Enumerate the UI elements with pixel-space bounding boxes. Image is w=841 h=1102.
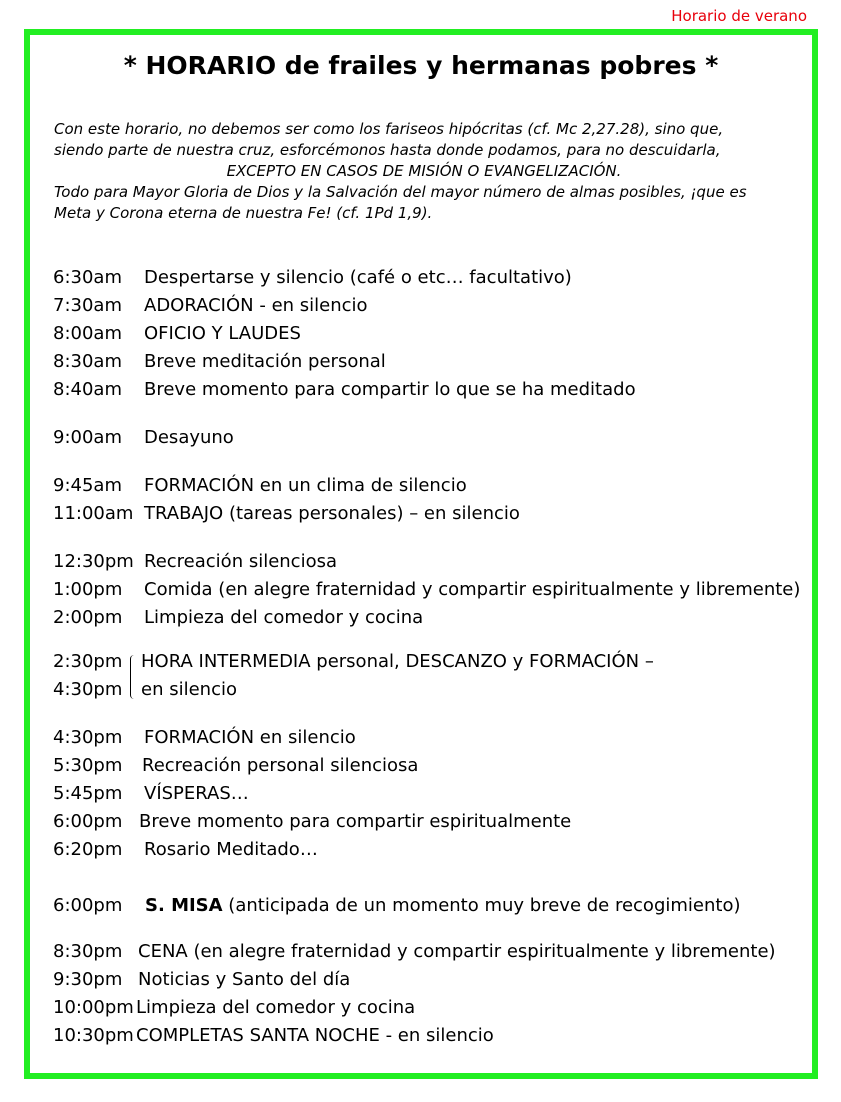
- schedule-time: 4:30pm: [53, 679, 123, 700]
- bracket-line: [130, 655, 139, 699]
- schedule-time: 2:00pm: [53, 607, 123, 628]
- schedule-row: [53, 379, 636, 400]
- schedule-activity: Recreación silenciosa: [144, 551, 337, 572]
- intro-line: Todo para Mayor Gloria de Dios y la Salvación del mayor número de almas posibles, ¡que es: [54, 183, 747, 201]
- schedule-row: [53, 295, 368, 316]
- schedule-time: 9:45am: [53, 475, 122, 496]
- schedule-activity: Despertarse y silencio (café o etc… facultativo): [144, 267, 572, 288]
- schedule-time: 4:30pm: [53, 727, 123, 748]
- schedule-activity: Limpieza del comedor y cocina: [136, 997, 416, 1018]
- schedule-row: [53, 579, 801, 600]
- schedule-row: [53, 475, 467, 496]
- schedule-activity: Breve momento para compartir lo que se ha meditado: [144, 379, 636, 400]
- schedule-time: 7:30am: [53, 295, 122, 316]
- intro-line: Meta y Corona eterna de nuestra Fe! (cf. 1Pd 1,9).: [54, 204, 433, 222]
- schedule-time: 6:00pm: [53, 811, 123, 832]
- schedule-activity: Breve momento para compartir espiritualmente: [139, 811, 572, 832]
- schedule-time: 10:30pm: [53, 1025, 134, 1046]
- schedule-row: [53, 607, 424, 628]
- schedule-activity: TRABAJO (tareas personales) – en silencio: [144, 503, 520, 524]
- schedule-row: [53, 783, 249, 804]
- schedule-time: 8:30pm: [53, 941, 123, 962]
- schedule-row: [53, 1025, 494, 1046]
- schedule-activity: FORMACIÓN en silencio: [144, 727, 356, 748]
- schedule-activity: Limpieza del comedor y cocina: [144, 607, 424, 628]
- schedule-time: 9:30pm: [53, 969, 123, 990]
- schedule-time: 5:30pm: [53, 755, 123, 776]
- page-title: * HORARIO de frailes y hermanas pobres *: [123, 51, 719, 80]
- schedule-row: [53, 997, 416, 1018]
- schedule-activity: FORMACIÓN en un clima de silencio: [144, 475, 467, 496]
- schedule-activity: Comida (en alegre fraternidad y compartir espiritualmente y libremente): [144, 579, 801, 600]
- schedule-row: [53, 969, 351, 990]
- schedule-time: 9:00am: [53, 427, 122, 448]
- intro-text: [54, 119, 794, 224]
- schedule-time: 5:45pm: [53, 783, 123, 804]
- schedule-time: 11:00am: [53, 503, 134, 524]
- schedule-row: [53, 839, 318, 860]
- summer-schedule-label: Horario de verano: [671, 7, 807, 25]
- intro-exception-line: EXCEPTO EN CASOS DE MISIÓN O EVANGELIZACIÓN.: [226, 162, 622, 180]
- schedule-time: 10:00pm: [53, 997, 134, 1018]
- schedule-row: [53, 727, 356, 748]
- schedule-time: 6:00pm: [53, 895, 123, 916]
- schedule-row: [53, 811, 572, 832]
- schedule-activity: VÍSPERAS…: [144, 783, 249, 804]
- schedule-time: 8:00am: [53, 323, 122, 344]
- schedule-row: [53, 503, 520, 524]
- schedule-row: [53, 323, 301, 344]
- schedule-time: 6:20pm: [53, 839, 123, 860]
- intro-line: siendo parte de nuestra cruz, esforcémonos hasta donde podamos, para no descuidarla,: [54, 141, 721, 159]
- schedule-activity: Recreación personal silenciosa: [142, 755, 419, 776]
- mass-description: (anticipada de un momento muy breve de recogimiento): [222, 895, 741, 916]
- schedule-row: [53, 895, 741, 916]
- schedule-activity: ADORACIÓN - en silencio: [144, 295, 368, 316]
- schedule-time: 8:40am: [53, 379, 122, 400]
- schedule-row: [53, 267, 572, 288]
- schedule-activity: Breve meditación personal: [144, 351, 386, 372]
- schedule-time: 2:30pm: [53, 651, 123, 672]
- schedule-activity: en silencio: [141, 679, 237, 700]
- schedule-row: [53, 755, 419, 776]
- schedule-frame: [24, 29, 818, 1079]
- schedule-row: [53, 427, 234, 448]
- schedule-row: [53, 351, 386, 372]
- schedule-activity: [145, 895, 740, 916]
- schedule-row: [53, 941, 776, 962]
- intro-line: Con este horario, no debemos ser como los fariseos hipócritas (cf. Mc 2,27.28), sino que,: [54, 120, 724, 138]
- schedule-activity: CENA (en alegre fraternidad y compartir espiritualmente y libremente): [138, 941, 776, 962]
- schedule-time: 12:30pm: [53, 551, 134, 572]
- mass-label: S. MISA: [145, 895, 223, 916]
- schedule-activity: Desayuno: [144, 427, 234, 448]
- schedule-activity: COMPLETAS SANTA NOCHE - en silencio: [136, 1025, 494, 1046]
- schedule-time: 8:30am: [53, 351, 122, 372]
- schedule-activity: HORA INTERMEDIA personal, DESCANZO y FORMACIÓN –: [141, 651, 654, 672]
- schedule-activity: OFICIO Y LAUDES: [144, 323, 301, 344]
- schedule-time: 6:30am: [53, 267, 122, 288]
- schedule-activity: Noticias y Santo del día: [138, 969, 351, 990]
- schedule-time: 1:00pm: [53, 579, 123, 600]
- schedule-row: [53, 551, 337, 572]
- schedule-activity: Rosario Meditado…: [144, 839, 318, 860]
